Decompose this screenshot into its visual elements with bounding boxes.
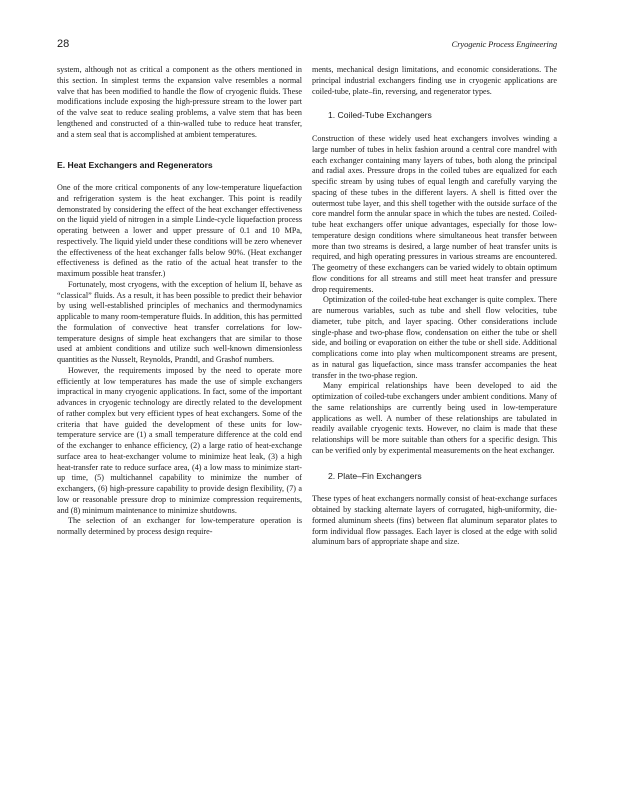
paragraph: One of the more critical components of any low-temperature liquefaction and refrigeration system is the heat exchanger. This point is readily demonstrated by considering the effect of the heat exchanger effectiveness on the liquid yield of nitrogen in a simple Linde-cycle liquefaction process operating between a lower and upper pressure of 0.1 and 10 MPa, respectively. The liquid yield under these conditions will be zero whenever the effectiveness of the heat exchanger falls below 90%. (Heat exchanger effectiveness is defined as the ratio of the actual heat transfer to the maximum possible heat transfer.)	[57, 183, 302, 278]
paragraph: However, the requirements imposed by the need to operate more efficiently at low temperatures has made the use of simple exchangers impractical in many cryogenic applications. In fact, some of the important advances in cryogenic technology are directly related to the development of rather complex but very efficient types of heat exchangers. Some of the criteria that have guided the development of these units for low-temperature service are (1) a small temperature difference at the cold end of the exchanger to enhance efficiency, (2) a large ratio of heat-exchange surface area to heat-exchanger volume to minimize heat leak, (3) a high heat-transfer rate to reduce surface area, (4) a low mass to minimize start-up time, (5) multichannel capability to minimize the number of exchangers, (6) high-pressure capability to provide design flexibility, (7) a low or reasonable pressure drop to minimize compression requirements, and (8) minimum maintenance to minimize shutdowns.	[57, 365, 302, 515]
left-column	[57, 65, 302, 538]
page-header	[57, 38, 557, 52]
right-column	[312, 65, 557, 548]
subsection-heading: 2. Plate–Fin Exchangers	[328, 470, 422, 481]
subsection-heading: 1. Coiled-Tube Exchangers	[328, 110, 432, 121]
paragraph: Fortunately, most cryogens, with the exception of helium II, behave as “classical” fluids. As a result, it has been possible to predict their behavior by using well-established principles of mechanics and thermodynamics applicable to many room-temperature fluids. In addition, this has permitted the formulation of convective heat transfer correlations for low-temperature designs of simple heat exchangers that are similar to those used at ambient conditions and utilize such well-known dimensionless quantities as the Nusselt, Reynolds, Prandtl, and Grashof numbers.	[57, 279, 302, 364]
paragraph: ments, mechanical design limitations, and economic considerations. The principal industrial exchangers finding use in cryogenic applications are coiled-tube, plate–fin, reversing, and regenerator types.	[312, 65, 557, 96]
paragraph: Optimization of the coiled-tube heat exchanger is quite complex. There are numerous variables, such as tube and shell flow velocities, tube diameter, tube pitch, and layer spacing. Other considerations include single-phase and two-phase flow, condensation on either the tube or shell side, and boiling or evaporation on either the tube or shell side. Additional complications come into play when multicomponent streams are present, as in natural gas liquefaction, since mass transfer accompanies the heat transfer in the two-phase region.	[312, 295, 557, 380]
section-heading: E. Heat Exchangers and Regenerators	[57, 160, 213, 171]
paragraph: Many empirical relationships have been developed to aid the optimization of coiled-tube exchangers under ambient conditions. Many of the same relationships are currently being used in low-temperature applications as well. A number of these relationships are tabulated in readily available cryogenic texts. However, no claim is made that these relationships will be more suitable than others for a specific design. This can be verified only by experimental measurements on the heat exchanger.	[312, 381, 557, 455]
running-title: Cryogenic Process Engineering	[451, 39, 557, 49]
paragraph: These types of heat exchangers normally consist of heat-exchange surfaces obtained by stacking alternate layers of corrugated, high-uniformity, die-formed aluminum sheets (fins) between flat aluminum separator plates to form individual flow passages. Each layer is closed at the edge with solid aluminum bars of appropriate shape and size.	[312, 494, 557, 547]
page-number: 28	[57, 38, 70, 50]
paragraph: system, although not as critical a component as the others mentioned in this section. In simplest terms the expansion valve resembles a normal valve that has been modified to handle the flow of cryogenic fluids. These modifications include exposing the high-pressure stream to the lower part of the valve seat to reduce sealing problems, a valve stem that has been lengthened and constructed of a thin-walled tube to reduce heat transfer, and a stem seal that is accomplished at ambient temperatures.	[57, 65, 302, 139]
paragraph: The selection of an exchanger for low-temperature operation is normally determined by process design require-	[57, 516, 302, 536]
paragraph: Construction of these widely used heat exchangers involves winding a large number of tubes in helix fashion around a central core mandrel with each exchanger containing many layers of tubes, both along the principal and radial axes. Pressure drops in the coiled tubes are equalized for each specific stream by using tubes of equal length and carefully varying the spacing of these tubes in the different layers. A shell is fitted over the outermost tube layer, and this shell together with the outside surface of the core mandrel form the annular space in which the tubes are nested. Coiled-tube heat exchangers offer unique advantages, especially for those low-temperature design conditions where simultaneous heat transfer between more than two streams is desired, a large number of heat transfer units is required, and high operating pressures in various streams are encountered. The geometry of these exchangers can be varied widely to obtain optimum flow conditions for all streams and still meet heat transfer and pressure drop requirements.	[312, 134, 557, 294]
